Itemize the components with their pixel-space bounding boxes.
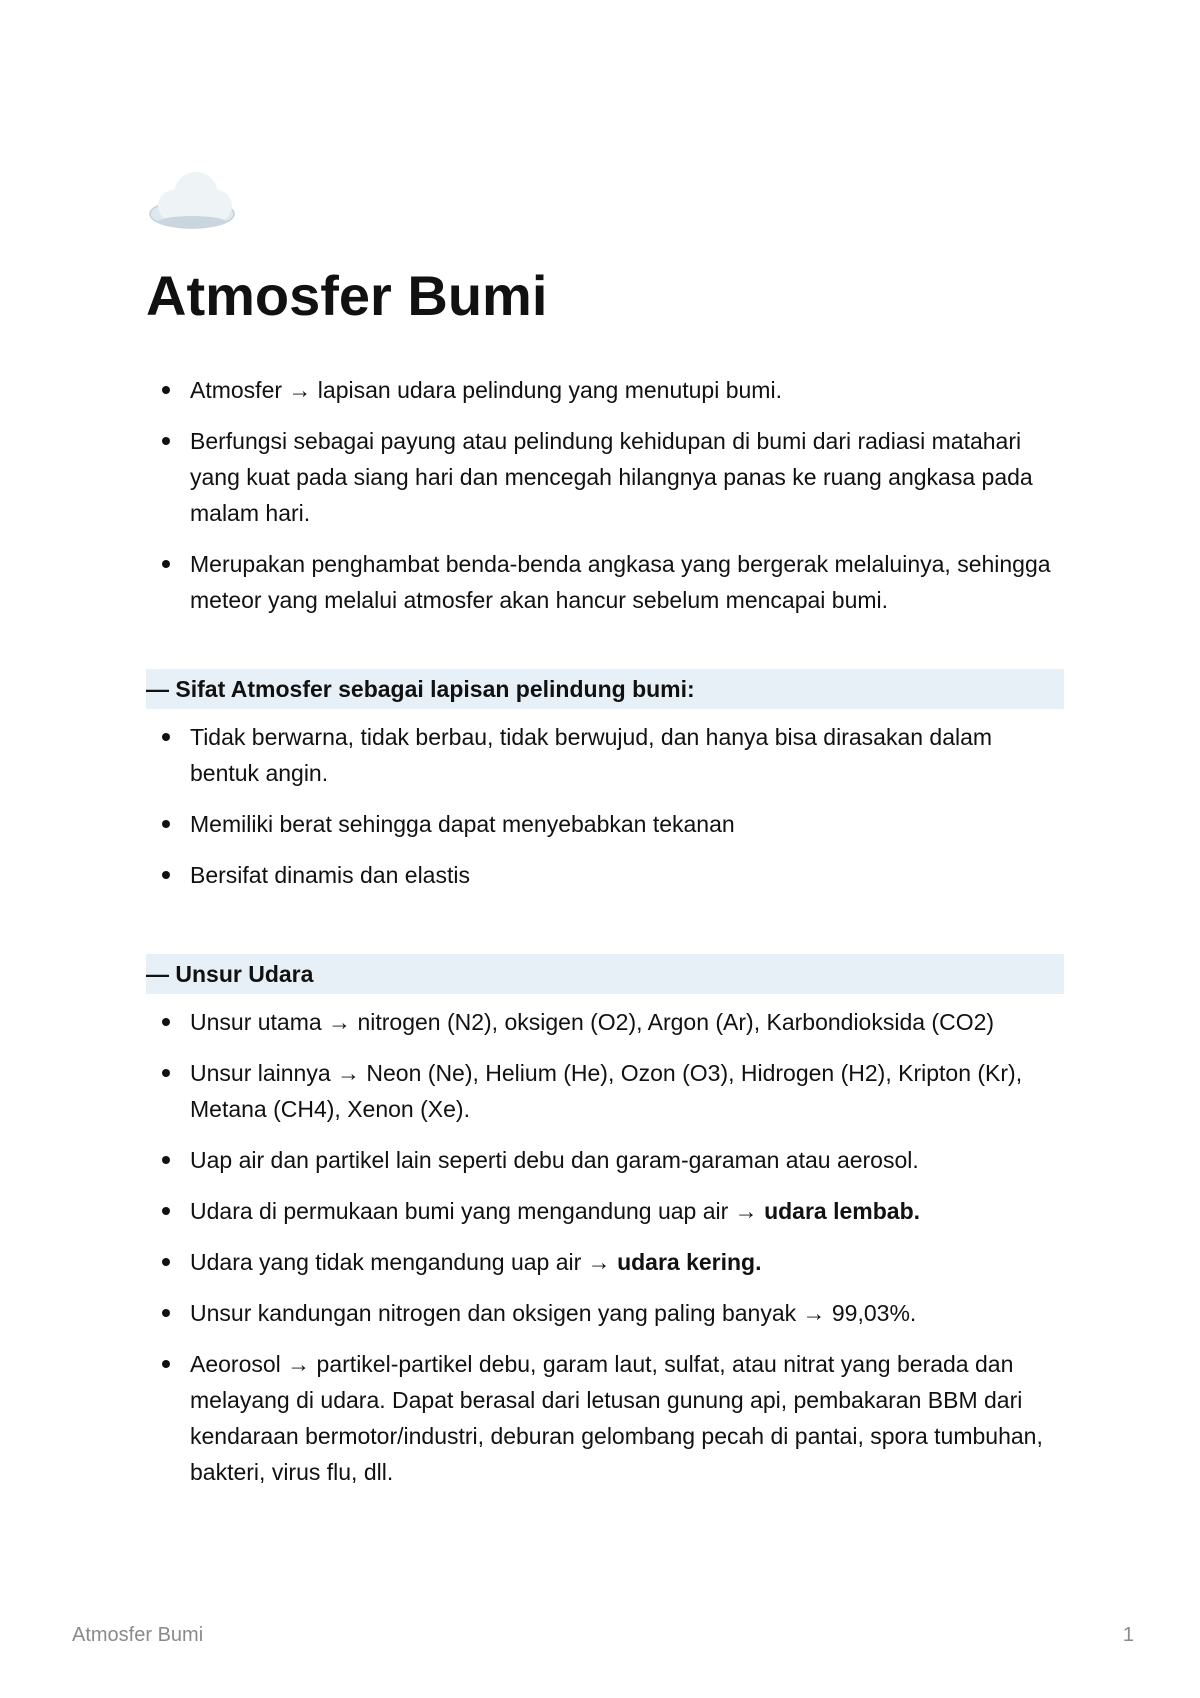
list-item: Bersifat dinamis dan elastis [146, 857, 1064, 893]
list-item: Atmosfer → lapisan udara pelindung yang menutupi bumi. [146, 372, 1064, 408]
cloud-icon [146, 162, 238, 234]
sifat-list [146, 719, 1064, 893]
list-item: Tidak berwarna, tidak berbau, tidak berwujud, dan hanya bisa dirasakan dalam bentuk angin. [146, 719, 1064, 791]
section-heading-unsur: — Unsur Udara [146, 954, 1064, 994]
item-text: Udara di permukaan bumi yang mengandung uap air → [190, 1198, 765, 1224]
page-title: Atmosfer Bumi [146, 264, 548, 327]
list-item [146, 1193, 1064, 1229]
list-item: Berfungsi sebagai payung atau pelindung kehidupan di bumi dari radiasi matahari yang kuat pada siang hari dan mencegah hilangnya panas ke ruang angkasa pada malam hari. [146, 423, 1064, 531]
document-body [146, 372, 1064, 1505]
list-item: Memiliki berat sehingga dapat menyebabkan tekanan [146, 806, 1064, 842]
item-emphasis: udara kering. [617, 1249, 762, 1275]
list-item: Unsur kandungan nitrogen dan oksigen yang paling banyak → 99,03%. [146, 1295, 1064, 1331]
item-emphasis: udara lembab. [764, 1198, 921, 1224]
footer-doc-title: Atmosfer Bumi [72, 1624, 204, 1646]
list-item: Unsur lainnya → Neon (Ne), Helium (He), Ozon (O3), Hidrogen (H2), Kripton (Kr), Metana (CH4), Xenon (Xe). [146, 1055, 1064, 1127]
footer-page-number: 1 [1122, 1624, 1134, 1646]
list-item: Unsur utama → nitrogen (N2), oksigen (O2), Argon (Ar), Karbondioksida (CO2) [146, 1004, 1064, 1040]
intro-list [146, 372, 1064, 618]
section-heading-sifat: — Sifat Atmosfer sebagai lapisan pelindung bumi: [146, 669, 1064, 709]
item-text: Udara yang tidak mengandung uap air → [190, 1249, 618, 1275]
list-item: Merupakan penghambat benda-benda angkasa yang bergerak melaluinya, sehingga meteor yang melalui atmosfer akan hancur sebelum mencapai bumi. [146, 546, 1064, 618]
list-item [146, 1244, 1064, 1280]
unsur-list [146, 1004, 1064, 1490]
list-item: Aeorosol → partikel-partikel debu, garam laut, sulfat, atau nitrat yang berada dan melayang di udara. Dapat berasal dari letusan gunung api, pembakaran BBM dari kendaraan bermotor/industri, deburan gelombang pecah di pantai, spora tumbuhan, bakteri, virus flu, dll. [146, 1346, 1064, 1490]
list-item: Uap air dan partikel lain seperti debu dan garam-garaman atau aerosol. [146, 1142, 1064, 1178]
